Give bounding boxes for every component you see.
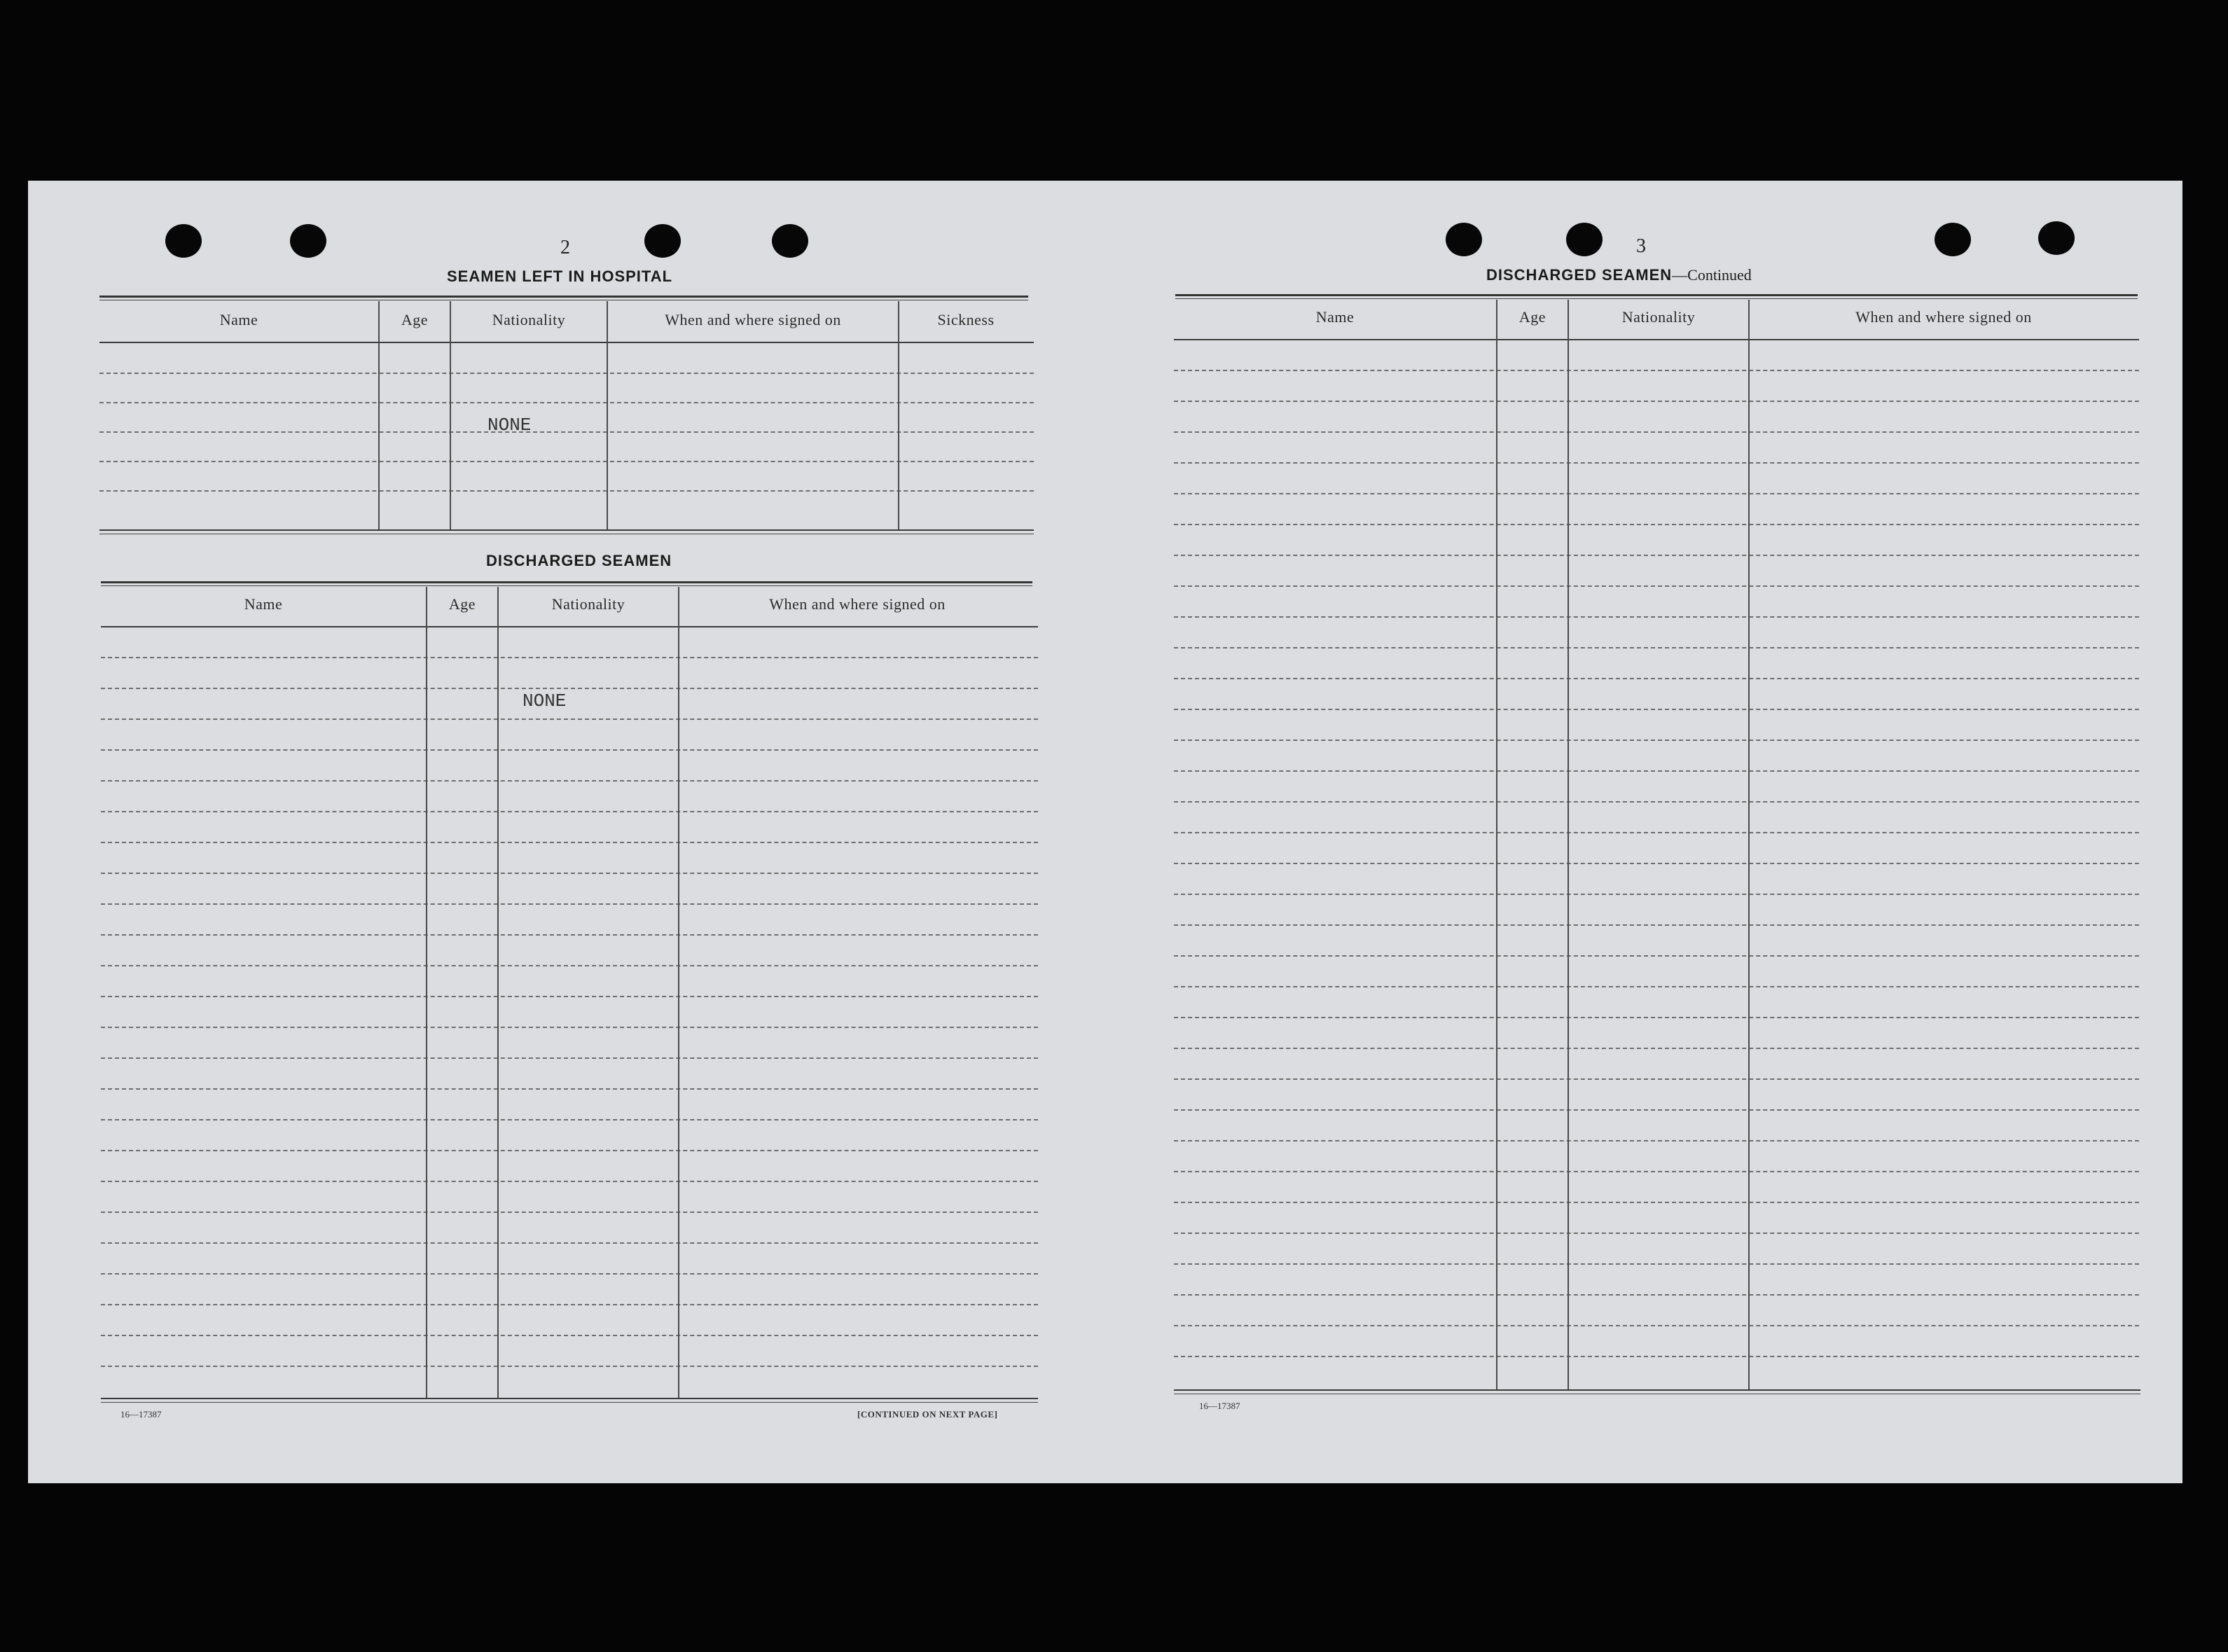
row-line <box>1174 770 2139 772</box>
punch-hole <box>290 224 326 258</box>
column-divider <box>1748 300 1750 1389</box>
row-line <box>1174 1294 2139 1296</box>
row-line <box>1174 1078 2139 1080</box>
title-text: DISCHARGED SEAMEN <box>1486 266 1673 284</box>
row-line <box>1174 585 2139 587</box>
row-line <box>101 1150 1038 1151</box>
row-line <box>99 373 1034 374</box>
row-line <box>1174 955 2139 957</box>
table-bottom-rule <box>99 529 1034 531</box>
discharged-entry: NONE <box>523 690 567 712</box>
row-line <box>1174 1356 2139 1357</box>
row-line <box>1174 1325 2139 1326</box>
row-line <box>1174 616 2139 618</box>
row-line <box>1174 709 2139 710</box>
row-line <box>101 1027 1038 1028</box>
row-line <box>1174 863 2139 864</box>
row-line <box>1174 462 2139 464</box>
row-line <box>99 461 1034 462</box>
row-line <box>1174 1202 2139 1203</box>
row-line <box>101 1119 1038 1120</box>
row-line <box>1174 1263 2139 1265</box>
row-line <box>101 842 1038 843</box>
row-line <box>1174 555 2139 556</box>
discharged-section-title: DISCHARGED SEAMEN <box>486 552 672 569</box>
row-line <box>101 749 1038 751</box>
row-line <box>1174 431 2139 433</box>
punch-hole <box>1446 223 1482 256</box>
punch-hole <box>2038 221 2075 255</box>
row-line <box>101 1181 1038 1182</box>
row-line <box>101 1366 1038 1367</box>
column-divider <box>1496 300 1497 1389</box>
form-number: 16—17387 <box>1199 1401 1240 1411</box>
row-line <box>1174 924 2139 926</box>
column-header-nationality: Nationality <box>1621 308 1696 326</box>
title-rule <box>1175 294 2138 296</box>
row-line <box>1174 894 2139 895</box>
row-line <box>1174 678 2139 679</box>
continued-note: [CONTINUED ON NEXT PAGE] <box>857 1409 998 1420</box>
column-header-age: Age <box>401 311 429 328</box>
title-suffix: —Continued <box>1672 266 1752 284</box>
document-sheet <box>28 181 2182 1483</box>
page-number: 2 <box>560 237 570 258</box>
discharged-continued-title <box>1486 266 1752 284</box>
column-header-age: Age <box>448 595 476 613</box>
row-line <box>101 1088 1038 1090</box>
row-line <box>101 934 1038 936</box>
row-line <box>1174 1109 2139 1111</box>
punch-hole <box>1935 223 1971 256</box>
column-divider <box>497 587 499 1398</box>
column-divider <box>607 301 608 529</box>
punch-hole <box>165 224 202 258</box>
row-line <box>101 811 1038 812</box>
row-line <box>101 1212 1038 1213</box>
column-header-name: Name <box>244 595 283 613</box>
column-header-nationality: Nationality <box>492 311 566 328</box>
row-line <box>101 965 1038 966</box>
row-line <box>1174 986 2139 987</box>
page-number: 3 <box>1636 235 1646 257</box>
column-divider <box>426 587 427 1398</box>
row-line <box>1174 832 2139 833</box>
row-line <box>101 719 1038 720</box>
row-line <box>101 1335 1038 1336</box>
row-line <box>101 873 1038 874</box>
row-line <box>1174 1140 2139 1141</box>
column-divider <box>898 301 899 529</box>
title-rule <box>1175 298 2138 299</box>
column-header-signed-on: When and where signed on <box>1855 308 2032 326</box>
form-number: 16—17387 <box>120 1409 162 1420</box>
row-line <box>101 903 1038 905</box>
row-line <box>1174 801 2139 803</box>
row-line <box>101 996 1038 997</box>
column-header-nationality: Nationality <box>551 595 625 613</box>
hospital-section-title: SEAMEN LEFT IN HOSPITAL <box>447 268 673 285</box>
row-line <box>1174 401 2139 402</box>
row-line <box>1174 647 2139 648</box>
row-line <box>99 431 1034 433</box>
row-line <box>101 1273 1038 1275</box>
table-bottom-rule <box>101 1398 1038 1399</box>
row-line <box>99 402 1034 403</box>
row-line <box>101 780 1038 782</box>
row-line <box>1174 1017 2139 1018</box>
row-line <box>101 1242 1038 1244</box>
column-divider <box>378 301 380 529</box>
header-rule <box>1174 339 2139 340</box>
column-divider <box>678 587 679 1398</box>
row-line <box>99 490 1034 492</box>
column-header-name: Name <box>219 311 258 328</box>
row-line <box>1174 370 2139 371</box>
title-rule <box>101 585 1032 586</box>
row-line <box>101 1304 1038 1305</box>
row-line <box>101 657 1038 658</box>
hospital-entry: NONE <box>487 415 532 436</box>
punch-hole <box>1566 223 1603 256</box>
row-line <box>101 688 1038 689</box>
column-header-sickness: Sickness <box>937 311 995 328</box>
column-header-signed-on: When and where signed on <box>665 311 841 328</box>
row-line <box>1174 1048 2139 1049</box>
row-line <box>1174 1171 2139 1172</box>
punch-hole <box>772 224 808 258</box>
header-rule <box>101 626 1038 627</box>
column-divider <box>450 301 451 529</box>
column-divider <box>1568 300 1569 1389</box>
row-line <box>1174 1233 2139 1234</box>
title-rule <box>101 581 1032 583</box>
column-header-age: Age <box>1518 308 1547 326</box>
column-header-signed-on: When and where signed on <box>769 595 946 613</box>
header-rule <box>99 342 1034 343</box>
column-header-name: Name <box>1315 308 1355 326</box>
title-rule <box>99 296 1028 298</box>
table-bottom-rule <box>101 1402 1038 1403</box>
row-line <box>1174 740 2139 741</box>
row-line <box>1174 493 2139 494</box>
row-line <box>1174 524 2139 525</box>
table-bottom-rule <box>1174 1389 2140 1391</box>
punch-hole <box>644 224 681 258</box>
row-line <box>101 1057 1038 1059</box>
